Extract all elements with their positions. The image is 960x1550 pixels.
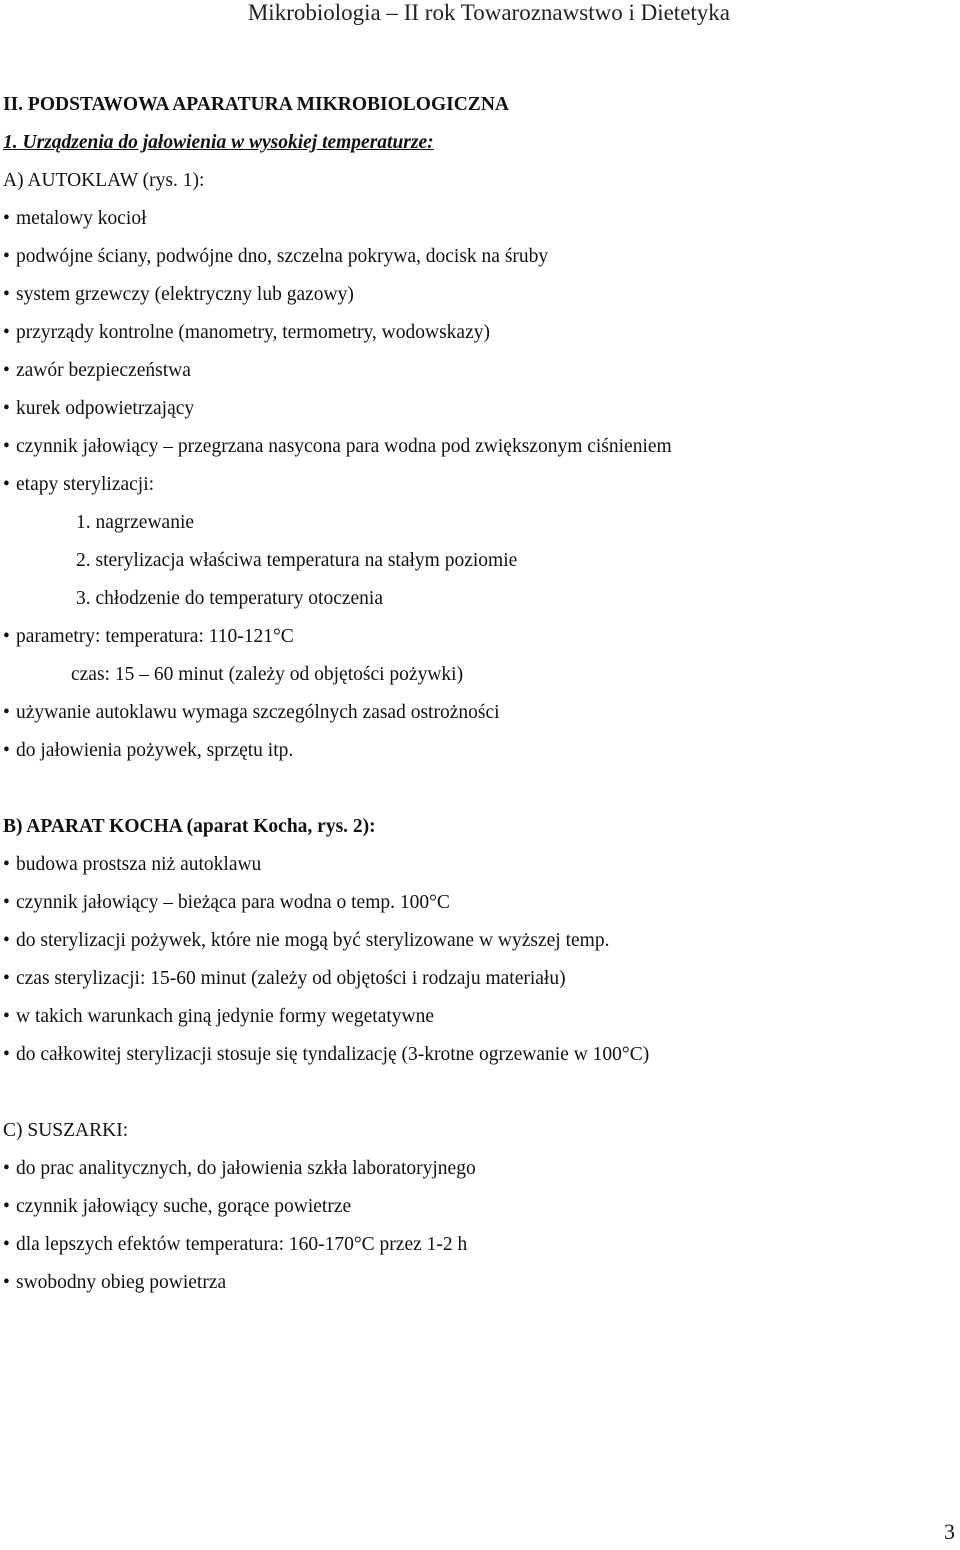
- list-item: • czynnik jałowiący – przegrzana nasycona para wodna pod zwiększonym ciśnieniem: [3, 428, 933, 466]
- list-item: • metalowy kocioł: [3, 200, 933, 238]
- list-item: • używanie autoklawu wymaga szczególnych zasad ostrożności: [3, 694, 933, 732]
- list-item: • przyrządy kontrolne (manometry, termometry, wodowskazy): [3, 314, 933, 352]
- section-title: II. PODSTAWOWA APARATURA MIKROBIOLOGICZNA: [3, 94, 509, 115]
- list-item: • budowa prostsza niż autoklawu: [3, 846, 933, 884]
- koch-heading: B) APARAT KOCHA (aparat Kocha, rys. 2):: [3, 816, 376, 837]
- list-item: • kurek odpowietrzający: [3, 390, 933, 428]
- time-param: czas: 15 – 60 minut (zależy od objętości pożywki): [71, 664, 464, 685]
- stage-item: 1. nagrzewanie: [76, 512, 195, 533]
- page-number: 3: [944, 1519, 955, 1544]
- list-item: • czynnik jałowiący – bieżąca para wodna o temp. 100°C: [3, 884, 933, 922]
- spacer: [3, 1074, 933, 1112]
- list-item: • etapy sterylizacji:: [3, 466, 933, 504]
- spacer: [3, 770, 933, 808]
- running-header: Mikrobiologia – II rok Towaroznawstwo i Dietetyka: [247, 0, 730, 25]
- stage-item: 3. chłodzenie do temperatury otoczenia: [76, 588, 383, 609]
- autoklaw-heading: A) AUTOKLAW (rys. 1):: [3, 170, 205, 191]
- list-item: • system grzewczy (elektryczny lub gazowy): [3, 276, 933, 314]
- document-body: [3, 86, 933, 1302]
- list-item: • czynnik jałowiący suche, gorące powietrze: [3, 1188, 933, 1226]
- list-item: • do jałowienia pożywek, sprzętu itp.: [3, 732, 933, 770]
- stage-item: 2. sterylizacja właściwa temperatura na stałym poziomie: [76, 550, 518, 571]
- suszarki-heading: C) SUSZARKI:: [3, 1120, 129, 1141]
- list-item: • w takich warunkach giną jedynie formy wegetatywne: [3, 998, 933, 1036]
- list-item: • swobodny obieg powietrza: [3, 1264, 933, 1302]
- list-item: • do całkowitej sterylizacji stosuje się tyndalizację (3-krotne ogrzewanie w 100°C): [3, 1036, 933, 1074]
- list-item: • do prac analitycznych, do jałowienia szkła laboratoryjnego: [3, 1150, 933, 1188]
- list-item: • zawór bezpieczeństwa: [3, 352, 933, 390]
- list-item: • podwójne ściany, podwójne dno, szczelna pokrywa, docisk na śruby: [3, 238, 933, 276]
- list-item: • do sterylizacji pożywek, które nie mogą być sterylizowane w wyższej temp.: [3, 922, 933, 960]
- list-item: • dla lepszych efektów temperatura: 160-170°C przez 1-2 h: [3, 1226, 933, 1264]
- section-subtitle: 1. Urządzenia do jałowienia w wysokiej temperaturze:: [3, 132, 434, 153]
- list-item: • czas sterylizacji: 15-60 minut (zależy od objętości i rodzaju materiału): [3, 960, 933, 998]
- params-item: • parametry: temperatura: 110-121°C: [3, 618, 933, 656]
